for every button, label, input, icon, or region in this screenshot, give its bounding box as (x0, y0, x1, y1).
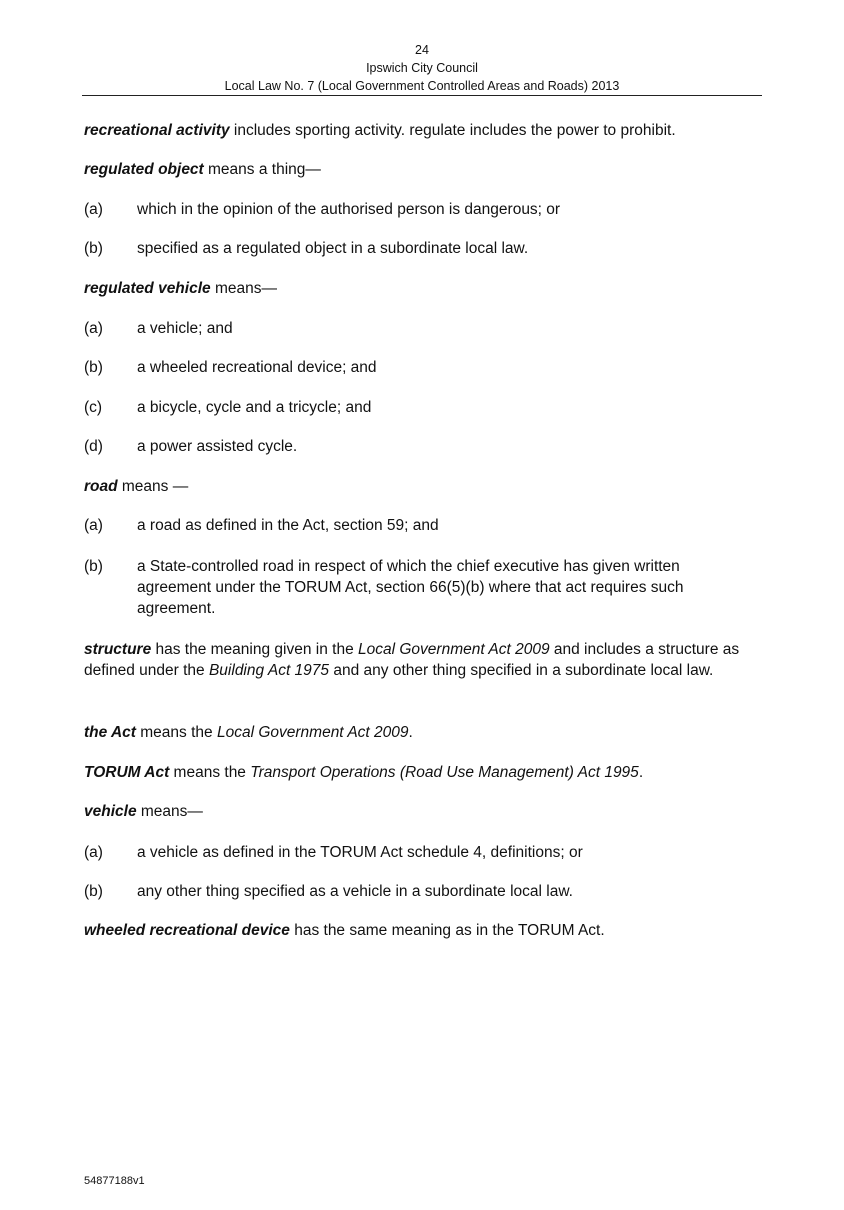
definition-text: means the (169, 764, 251, 781)
item-label: (a) (84, 320, 103, 337)
definition-text: has the same meaning as in the TORUM Act. (289, 922, 605, 939)
definition-recreational-activity (84, 120, 752, 141)
item-text: a bicycle, cycle and a tricycle; and (137, 399, 372, 416)
definition-structure (84, 639, 752, 681)
term: structure (84, 641, 152, 658)
term: recreational activity (84, 122, 230, 139)
item-label: (b) (84, 558, 103, 575)
item-text: a vehicle as defined in the TORUM Act schedule 4, definitions; or (137, 844, 583, 861)
item-text: a wheeled recreational device; and (137, 359, 377, 376)
definition-the-act (84, 722, 752, 743)
definition-text: and includes a structure as defined under the (84, 641, 740, 679)
definition-text: means— (136, 803, 203, 820)
document-id: 54877188v1 (84, 1175, 145, 1187)
definition-regulated-object (84, 159, 752, 180)
definition-road (84, 476, 752, 497)
term: wheeled recreational device (84, 922, 290, 939)
act-reference: Local Government Act 2009 (216, 724, 409, 741)
definition-regulated-vehicle (84, 278, 752, 299)
item-text: any other thing specified as a vehicle in a subordinate local law. (137, 883, 573, 900)
law-title: Local Law No. 7 (Local Government Controlled Areas and Roads) 2013 (224, 79, 620, 93)
term: vehicle (84, 803, 137, 820)
definition-text: means the (135, 724, 217, 741)
definition-text: and any other thing specified in a subordinate local law. (329, 662, 714, 679)
item-text: a road as defined in the Act, section 59; and (137, 517, 439, 534)
council-name: Ipswich City Council (366, 61, 478, 75)
term: TORUM Act (84, 764, 170, 781)
item-text: specified as a regulated object in a subordinate local law. (137, 240, 529, 257)
act-reference: Transport Operations (Road Use Management) Act 1995 (250, 764, 639, 781)
item-label: (b) (84, 240, 103, 257)
definition-text: means — (117, 478, 189, 495)
header-rule (82, 95, 762, 96)
act-reference: Local Government Act 2009 (358, 641, 550, 658)
item-text: a vehicle; and (137, 320, 233, 337)
act-reference: Building Act 1975 (208, 662, 330, 679)
term: the Act (84, 724, 136, 741)
item-text: which in the opinion of the authorised person is dangerous; or (137, 201, 561, 218)
page-number: 24 (415, 43, 429, 57)
item-label: (c) (84, 399, 103, 416)
item-label: (a) (84, 517, 103, 534)
term: regulated vehicle (84, 280, 211, 297)
item-label: (a) (84, 844, 103, 861)
term: regulated object (84, 161, 204, 178)
definition-text: has the meaning given in the (151, 641, 358, 658)
item-label: (b) (84, 883, 103, 900)
definition-vehicle (84, 801, 752, 822)
item-text: a power assisted cycle. (137, 438, 298, 455)
item-label: (b) (84, 359, 103, 376)
definition-text: includes sporting activity. regulate includes the power to prohibit. (229, 122, 676, 139)
item-text: a State-controlled road in respect of which the chief executive has given written agreement under the TORUM Act, section 66(5)(b) where that act requires such agreement. (137, 558, 684, 617)
item-label: (d) (84, 438, 103, 455)
definition-text: means— (210, 280, 277, 297)
item-label: (a) (84, 201, 103, 218)
term: road (84, 478, 118, 495)
definition-text: . (408, 724, 413, 741)
definition-torum-act (84, 762, 752, 783)
definition-text: . (638, 764, 644, 781)
definition-wheeled-recreational-device (84, 920, 752, 941)
definition-text: means a thing— (203, 161, 321, 178)
